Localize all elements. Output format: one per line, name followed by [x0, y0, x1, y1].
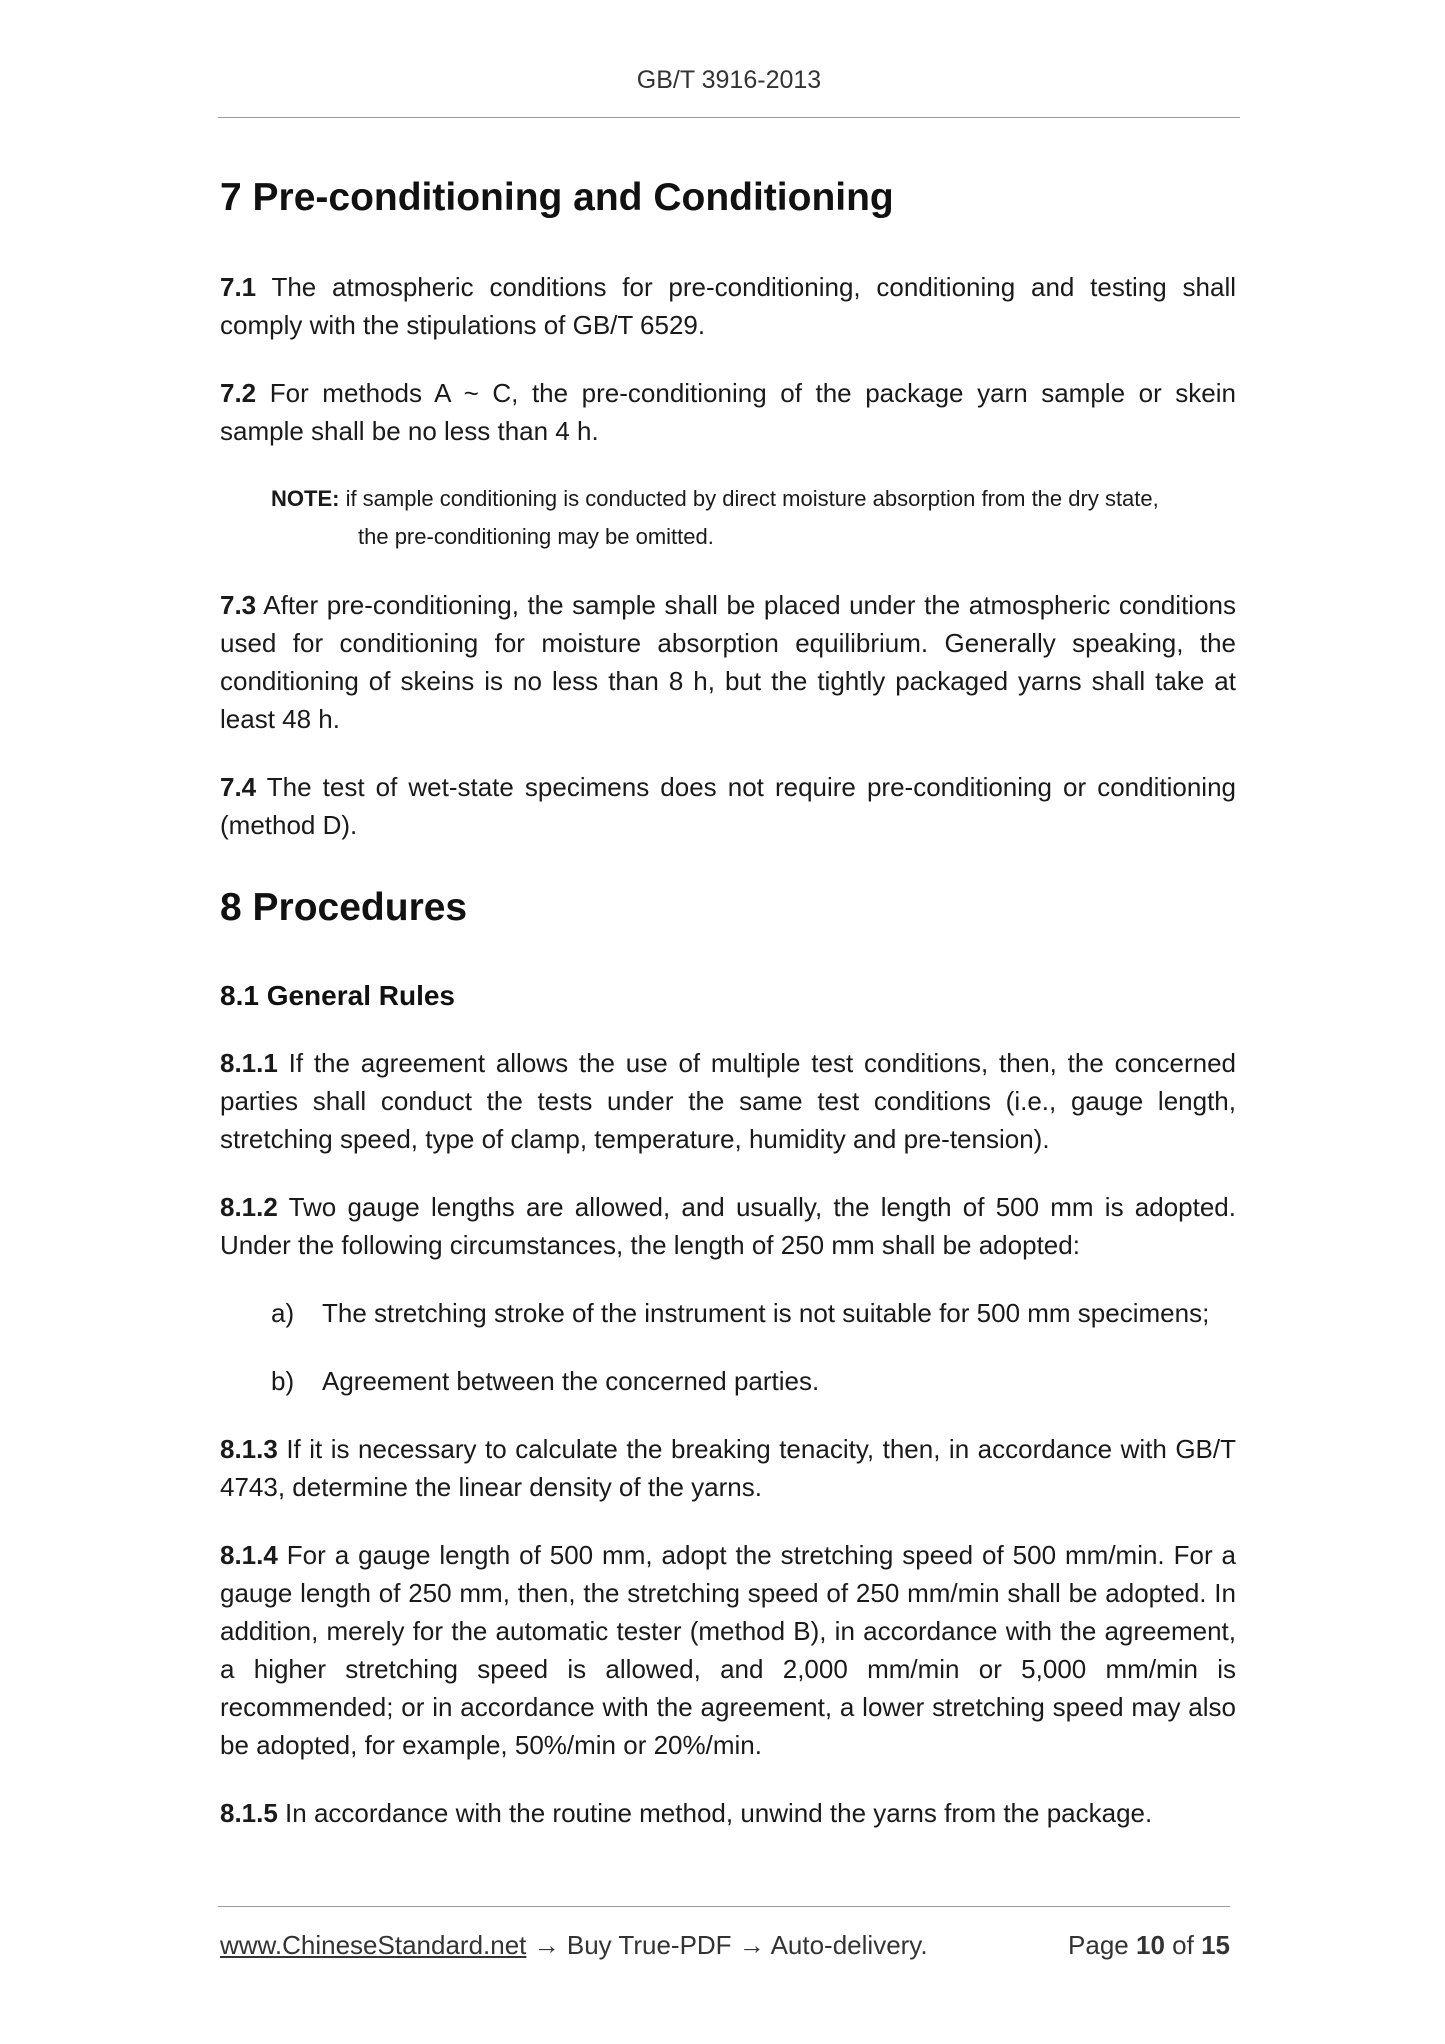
clause-text: Two gauge lengths are allowed, and usually, the length of 500 mm is adopted. Under the following circumstances, the length of 250 mm shall be adopted:	[220, 1192, 1236, 1260]
list-marker: a)	[271, 1298, 295, 1328]
clause-text: After pre-conditioning, the sample shall be placed under the atmospheric conditions used for conditioning for moisture absorption equilibrium. Generally speaking, the conditioning of skeins is no less than 8 h, but the tightly packaged yarns shall take at least 48 h.	[220, 590, 1236, 734]
paragraph-7-1	[220, 268, 1236, 344]
paragraph-8-1-3	[220, 1430, 1236, 1506]
paragraph-8-1-4	[220, 1536, 1236, 1764]
header-doc-id: GB/T 3916-2013	[636, 66, 822, 94]
clause-text: If it is necessary to calculate the breaking tenacity, then, in accordance with GB/T 4743, determine the linear density of the yarns.	[220, 1434, 1236, 1502]
website-link[interactable]: www.ChineseStandard.net	[220, 1930, 527, 1960]
header-divider	[218, 117, 1240, 118]
page-label: Page	[1068, 1930, 1129, 1960]
clause-text: The test of wet-state specimens does not require pre-conditioning or conditioning (method D).	[220, 772, 1236, 840]
of-label: of	[1172, 1930, 1194, 1960]
paragraph-8-1-5	[220, 1794, 1236, 1832]
list-item	[271, 1362, 1241, 1400]
page-counter	[1068, 1930, 1230, 1961]
clause-number: 7.2	[220, 378, 257, 408]
paragraph-7-2	[220, 374, 1236, 450]
clause-number: 8.1.2	[220, 1192, 278, 1222]
note-line-2: the pre-conditioning may be omitted.	[358, 524, 714, 549]
list-text: Agreement between the concerned parties.	[322, 1366, 820, 1396]
list-marker: b)	[271, 1366, 295, 1396]
clause-text: In accordance with the routine method, unwind the yarns from the package.	[277, 1798, 1153, 1828]
list-text: The stretching stroke of the instrument is not suitable for 500 mm specimens;	[322, 1298, 1210, 1328]
page-number: 10	[1136, 1930, 1165, 1960]
paragraph-7-3	[220, 586, 1236, 738]
clause-number: 8.1.1	[220, 1048, 278, 1078]
clause-number: 7.3	[220, 590, 257, 620]
paragraph-8-1-1	[220, 1044, 1236, 1158]
page-footer	[220, 1930, 1230, 1961]
footer-promo: → Buy True-PDF → Auto-delivery.	[526, 1930, 928, 1960]
clause-number: 8.1.4	[220, 1540, 278, 1570]
note-block	[271, 480, 1251, 556]
list-item	[271, 1294, 1241, 1332]
clause-number: 7.4	[220, 772, 257, 802]
note-line-1: if sample conditioning is conducted by direct moisture absorption from the dry state,	[339, 486, 1159, 511]
paragraph-7-4	[220, 768, 1236, 844]
clause-text: If the agreement allows the use of multiple test conditions, then, the concerned parties shall conduct the tests under the same test conditions (i.e., gauge length, stretching speed, type of clamp, temperature, humidity and pre-tension).	[220, 1048, 1236, 1154]
clause-text: The atmospheric conditions for pre-conditioning, conditioning and testing shall comply with the stipulations of GB/T 6529.	[220, 272, 1236, 340]
clause-text: For methods A ~ C, the pre-conditioning of the package yarn sample or skein sample shall be no less than 4 h.	[220, 378, 1236, 446]
paragraph-8-1-2	[220, 1188, 1236, 1264]
subsection-8-1-title: 8.1 General Rules	[220, 980, 456, 1011]
page-total: 15	[1201, 1930, 1230, 1960]
clause-number: 7.1	[220, 272, 257, 302]
footer-divider	[218, 1906, 1230, 1907]
clause-number: 8.1.3	[220, 1434, 278, 1464]
section-7-title: 7 Pre-conditioning and Conditioning	[220, 176, 894, 219]
note-label: NOTE:	[271, 486, 340, 511]
clause-number: 8.1.5	[220, 1798, 278, 1828]
section-8-title: 8 Procedures	[220, 886, 468, 929]
clause-text: For a gauge length of 500 mm, adopt the stretching speed of 500 mm/min. For a gauge length of 250 mm, then, the stretching speed of 250 mm/min shall be adopted. In addition, merely for the automatic tester (method B), in accordance with the agreement, a higher stretching speed is allowed, and 2,000 mm/min or 5,000 mm/min is recommended; or in accordance with the agreement, a lower stretching speed may also be adopted, for example, 50%/min or 20%/min.	[220, 1540, 1236, 1760]
